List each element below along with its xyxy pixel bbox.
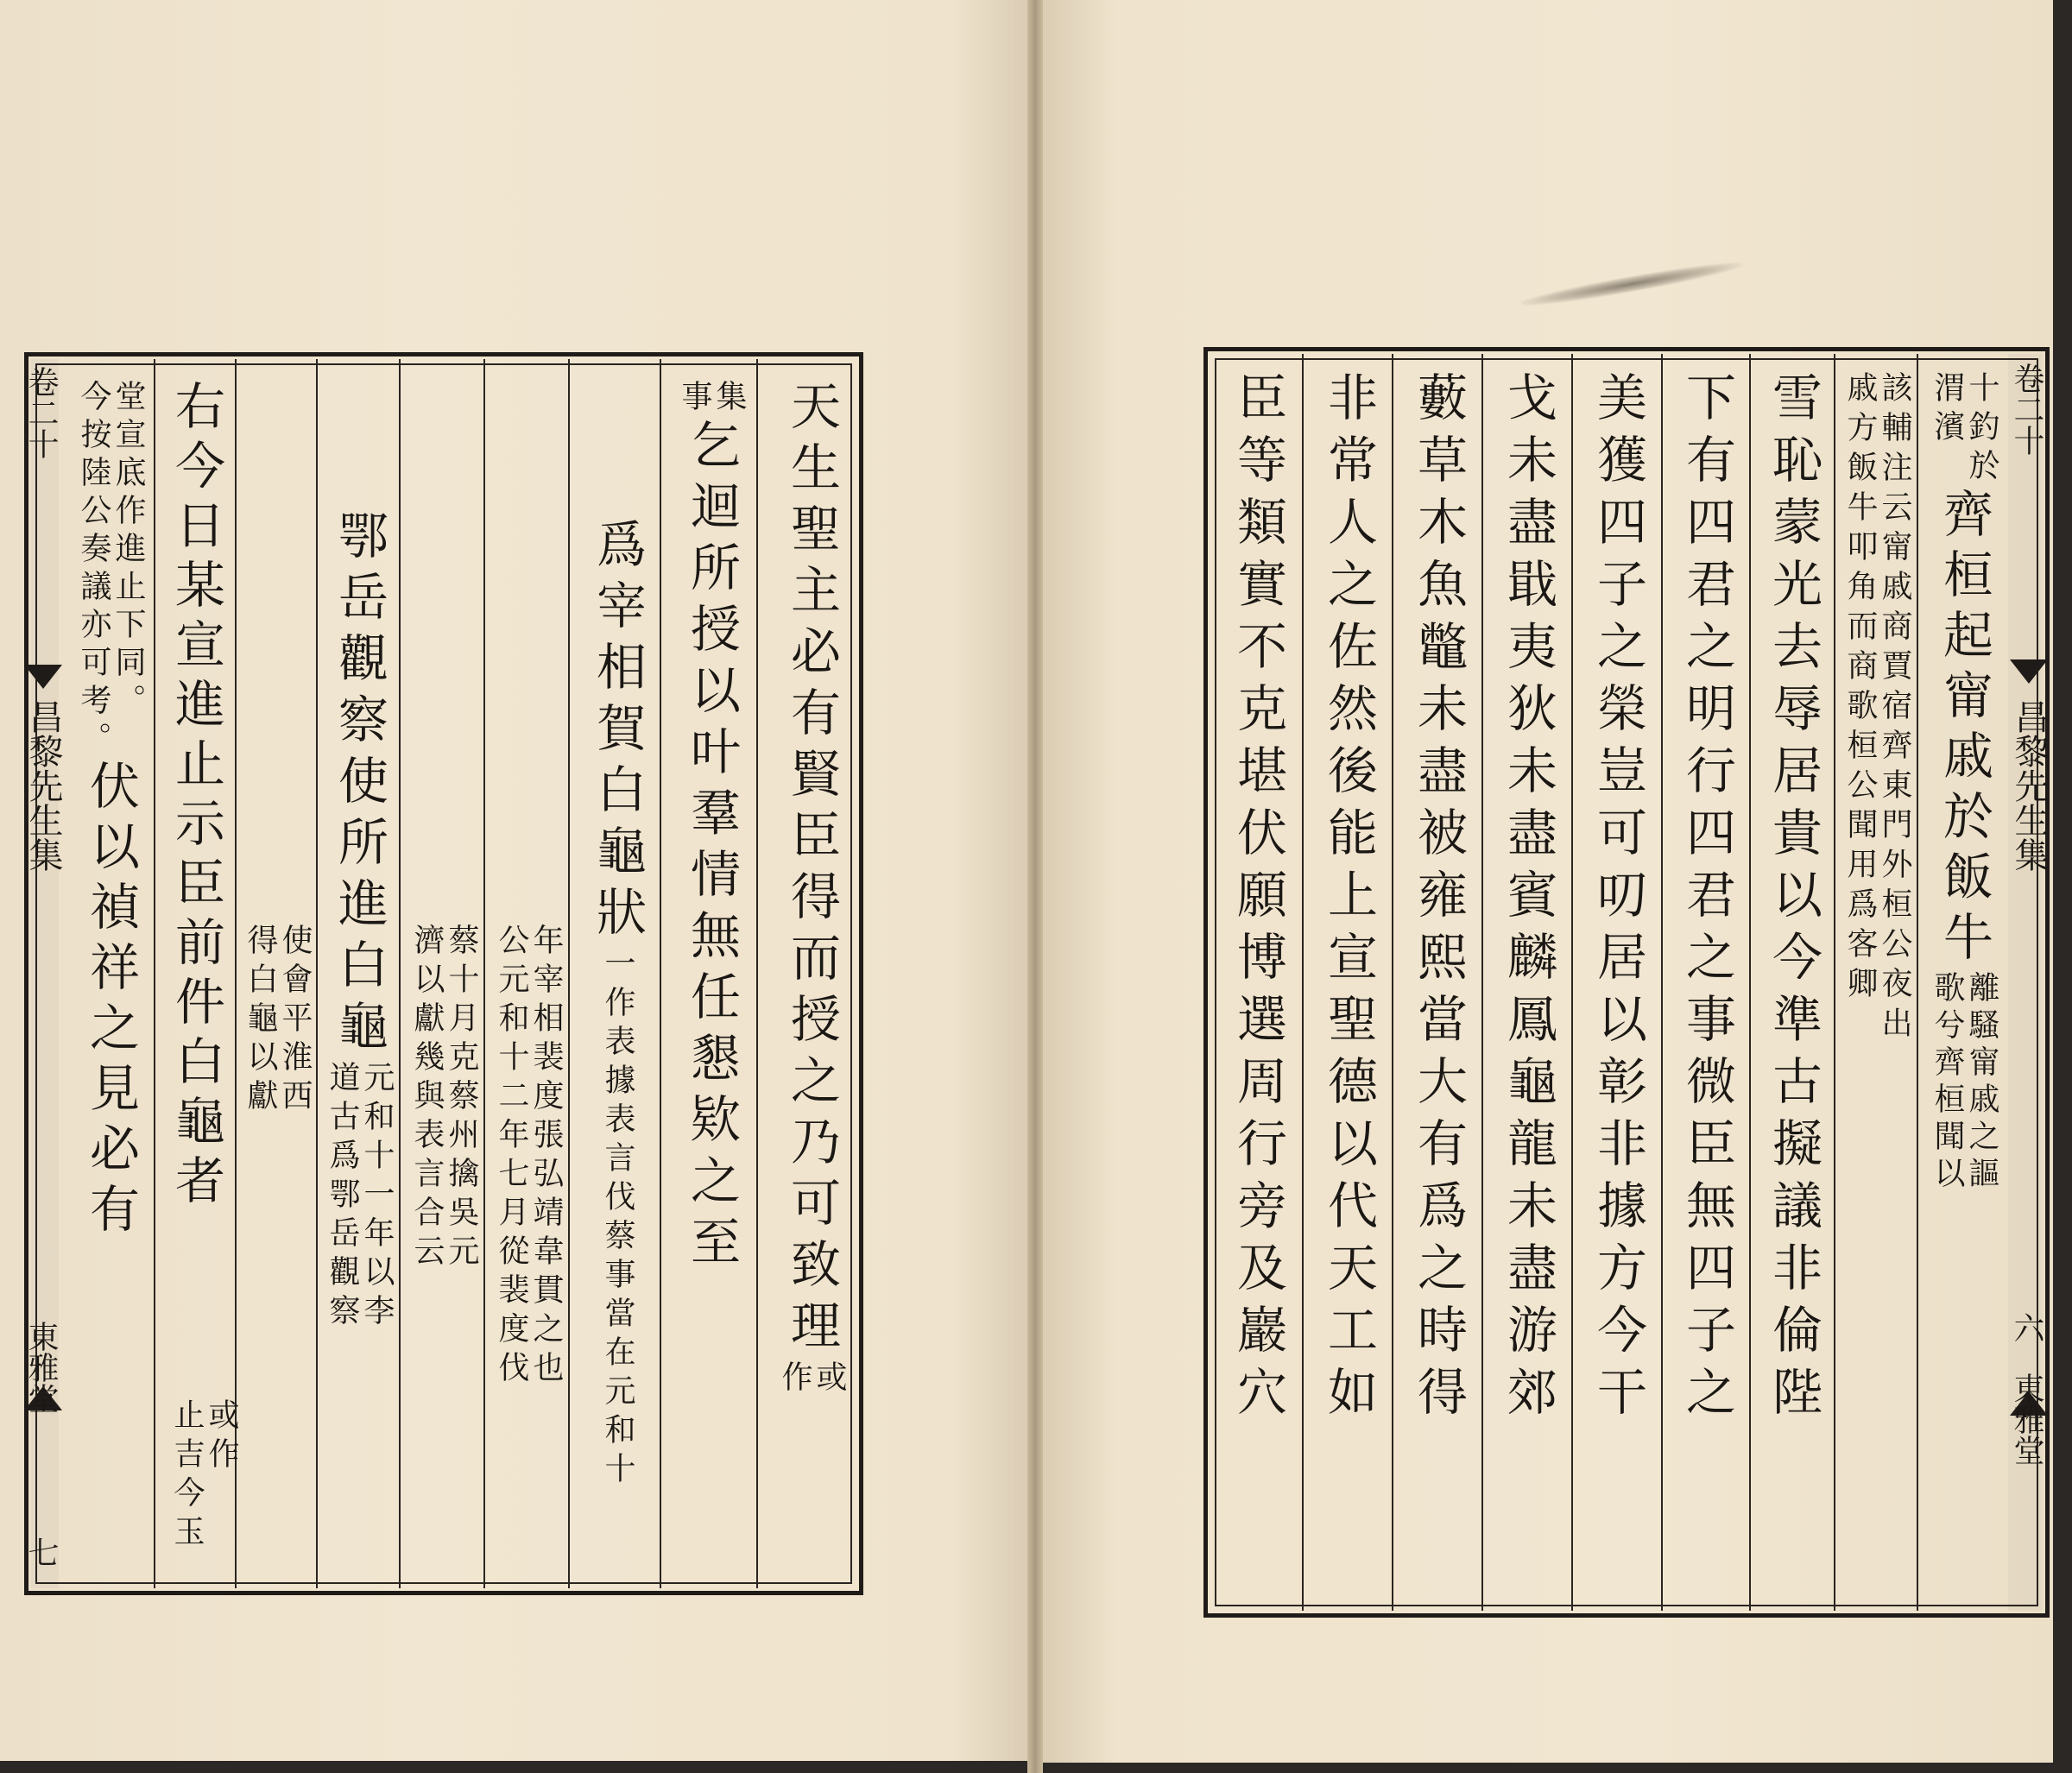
annotation-pair xyxy=(494,924,564,1390)
annotation-text: 戚方飯牛叩角而商歌桓公聞用爲客卿 xyxy=(1842,371,1878,1006)
right-divider-6 xyxy=(1749,354,1751,1611)
right-col-2 xyxy=(1837,371,1917,1046)
text-line: 乞迴所授以叶羣情無任懇欵之至 xyxy=(682,419,741,1277)
right-col-3 xyxy=(1753,371,1834,1428)
annotation-text: 元和十一年以李 xyxy=(359,1061,395,1333)
annotation-pair xyxy=(171,1398,237,1554)
text-line: 伏以禎祥之見必有 xyxy=(81,760,140,1243)
right-col-4 xyxy=(1665,371,1749,1428)
text-line: 雪恥蒙光去辱居貴以今準古擬議非倫陛 xyxy=(1764,371,1822,1428)
left-col-1 xyxy=(763,380,860,1399)
left-divider-1 xyxy=(154,359,155,1588)
annotation-pair xyxy=(1931,371,1997,488)
right-col-6 xyxy=(1485,371,1571,1428)
left-col-6 xyxy=(319,509,399,1333)
annotation-text: 道古爲鄂岳觀察 xyxy=(325,1061,360,1333)
annotation-text: 歌兮齊桓聞以 xyxy=(1930,971,1965,1194)
text-line: 鄂岳觀察使所進白龜 xyxy=(330,509,388,1061)
text-line: 臣等類實不克堪伏願博選周行旁及巖穴 xyxy=(1229,371,1287,1428)
left-col-9 xyxy=(67,380,154,1243)
text-line: 天生聖主必有賢臣得而授之乃可致理 xyxy=(782,380,841,1360)
right-col-9 xyxy=(1214,371,1302,1428)
right-divider-3 xyxy=(1481,354,1483,1611)
text-line: 齊桓起甯戚於飯牛 xyxy=(1935,488,1993,971)
right-divider-2 xyxy=(1392,354,1393,1611)
right-divider-1 xyxy=(1302,354,1304,1611)
right-banxin-leaf: 六 xyxy=(2009,1312,2044,1343)
annotation-text: 使會平淮西 xyxy=(277,924,313,1118)
right-banxin-hall: 東雅堂 xyxy=(2009,1372,2044,1466)
left-col-8-note xyxy=(169,1398,239,1554)
annotation-text: 作 xyxy=(777,1360,812,1399)
annotation-pair xyxy=(1931,971,1997,1194)
left-col-4 xyxy=(489,924,568,1390)
left-divider-4 xyxy=(399,359,401,1588)
right-divider-4 xyxy=(1571,354,1573,1611)
text-line: 下有四君之明行四君之事微臣無四子之 xyxy=(1677,371,1736,1428)
left-col-3 xyxy=(575,518,660,1491)
annotation-text: 今按陸公奏議亦可考。 xyxy=(76,380,111,760)
right-banxin-juan: 卷二十 xyxy=(2009,363,2044,456)
left-divider-6 xyxy=(568,359,570,1588)
right-divider-5 xyxy=(1661,354,1663,1611)
annotation-pair xyxy=(602,947,633,1491)
annotation-text: 渭濱 xyxy=(1930,371,1965,449)
left-col-5 xyxy=(404,924,483,1273)
annotation-text: 一作表據表言伐蔡事當在元和十 xyxy=(600,947,635,1491)
left-divider-8 xyxy=(756,359,758,1588)
annotation-text: 集 xyxy=(711,380,747,419)
right-col-8 xyxy=(1305,371,1392,1428)
annotation-pair xyxy=(76,380,146,760)
annotation-text: 止吉今玉 xyxy=(169,1398,205,1554)
left-col-2 xyxy=(666,380,756,1277)
annotation-text: 蔡十月克蔡州擒吳元 xyxy=(444,924,479,1273)
right-fish-tail-top xyxy=(2010,659,2048,684)
annotation-text: 堂宣底作進止下同。 xyxy=(111,380,146,722)
annotation-pair xyxy=(411,924,477,1273)
right-banxin-title: 昌黎先生集 xyxy=(2009,699,2049,872)
left-divider-3 xyxy=(316,359,318,1588)
annotation-text: 或作 xyxy=(204,1398,239,1476)
text-line: 戈未盡戢夷狄未盡賓麟鳳龜龍未盡游郊 xyxy=(1499,371,1557,1428)
right-divider-8 xyxy=(1917,354,1918,1611)
annotation-text: 公元和十二年七月從裴度伐 xyxy=(494,924,529,1390)
annotation-pair xyxy=(777,1360,847,1399)
annotation-pair xyxy=(325,1061,395,1333)
text-line: 美獲四子之榮豈可叨居以彰非據方今干 xyxy=(1589,371,1647,1428)
left-divider-7 xyxy=(660,359,661,1588)
annotation-text: 十釣於 xyxy=(1964,371,1999,488)
annotation-text: 該輔注云甯戚商賈宿齊東門外桓公夜出 xyxy=(1877,371,1912,1046)
left-col-8 xyxy=(157,380,235,1214)
annotation-text: 離騷甯戚之謳 xyxy=(1964,971,1999,1194)
annotation-pair xyxy=(1844,371,1910,1046)
text-line: 藪草木魚鼈未盡被雍熙當大有爲之時得 xyxy=(1409,371,1468,1428)
left-banxin-leaf: 七 xyxy=(23,1536,59,1568)
left-col-7 xyxy=(238,924,316,1118)
annotation-text: 得白龜以獻 xyxy=(243,924,278,1118)
annotation-text: 年宰相裴度張弘靖韋貫之也 xyxy=(528,924,564,1390)
annotation-text: 或 xyxy=(812,1360,847,1399)
annotation-pair xyxy=(677,380,747,419)
right-col-7 xyxy=(1395,371,1481,1428)
text-line: 右今日某宣進止示臣前件白龜者 xyxy=(167,380,225,1214)
left-fish-tail-top xyxy=(24,665,62,689)
left-banxin-hall: 東雅堂 xyxy=(23,1321,59,1414)
left-banxin-juan: 卷二十 xyxy=(23,366,59,459)
book-gutter xyxy=(1027,0,1043,1773)
right-col-5 xyxy=(1575,371,1661,1428)
annotation-text: 事 xyxy=(677,380,712,419)
right-divider-7 xyxy=(1834,354,1835,1611)
annotation-text: 濟以獻幾與表言合云 xyxy=(409,924,445,1273)
left-divider-5 xyxy=(483,359,485,1588)
text-line: 爲宰相賀白龜狀 xyxy=(588,518,647,947)
annotation-pair xyxy=(243,924,313,1118)
left-banxin-title: 昌黎先生集 xyxy=(23,699,63,872)
text-line: 非常人之佐然後能上宣聖德以代天工如 xyxy=(1319,371,1378,1428)
right-col-1 xyxy=(1920,371,2008,1194)
